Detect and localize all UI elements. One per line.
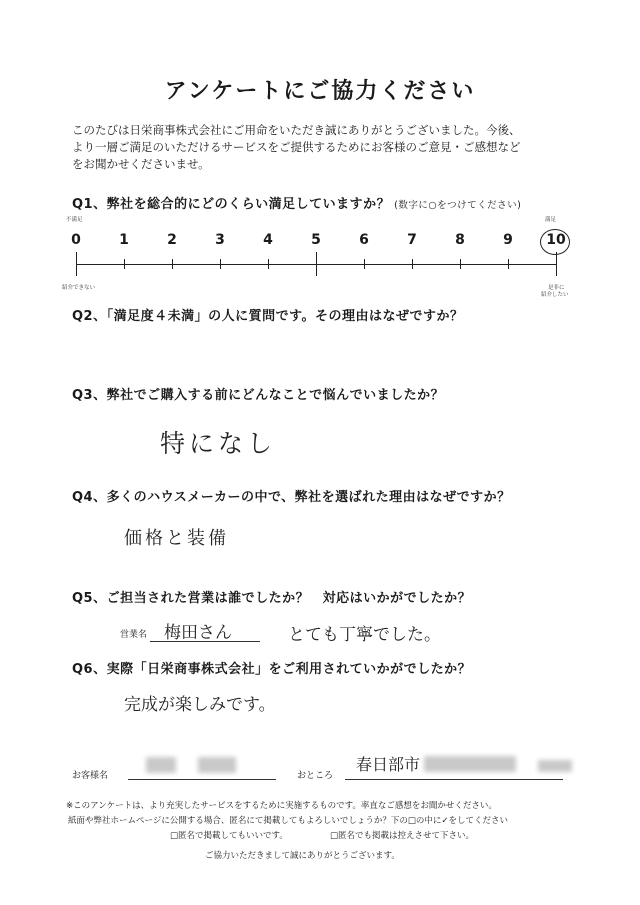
customer-name-underline xyxy=(128,779,276,780)
scale-number-9[interactable]: 9 xyxy=(503,232,513,248)
scale-tick-major xyxy=(76,252,77,276)
customer-name-redacted xyxy=(146,757,176,773)
scale-number-5[interactable]: 5 xyxy=(311,232,321,248)
address-handwritten[interactable]: 春日部市 xyxy=(356,755,421,774)
address-redacted xyxy=(424,756,516,772)
scale-tick xyxy=(220,259,221,269)
footer-note: ※このアンケートは、より充実したサービスをするために実施するものです。率直なご感想をお聞かせください。 xyxy=(66,801,497,811)
scale-number-3[interactable]: 3 xyxy=(215,232,225,248)
scale-number-10[interactable]: 10 xyxy=(546,232,566,248)
staff-name-label: 営業名 xyxy=(120,630,148,640)
answer-4-handwritten[interactable]: 価格と装備 xyxy=(124,528,229,549)
scale-tick xyxy=(508,259,509,269)
question-1-text: Q1、弊社を総合的にどのくらい満足していますか？ xyxy=(72,197,391,212)
customer-name-redacted xyxy=(198,757,236,773)
scale-tick xyxy=(172,259,173,269)
answer-5-handwritten[interactable]: とても丁寧でした。 xyxy=(288,625,441,645)
consent-option-decline[interactable]: □匿名でも掲載は控えさせて下さい。 xyxy=(330,831,475,841)
address-redacted xyxy=(538,760,572,772)
footer-consent-question: 紙面や弊社ホームページに公開する場合、匿名にて掲載してもよろしいでしょうか？下の□の中に✓をしてください xyxy=(68,816,508,826)
intro-text xyxy=(72,122,572,173)
intro-line: このたびは日栄商事株式会社にご用命をいただき誠にありがとうございました。今後、 xyxy=(72,123,521,137)
consent-option-anonymous-ok[interactable]: □匿名で掲載してもいいです。 xyxy=(170,831,288,841)
scale-right-bottom-label-1: 是非に xyxy=(548,285,565,291)
scale-right-bottom-label-2: 紹介したい xyxy=(541,292,569,298)
question-6: Q6、実際「日栄商事株式会社」をご利用されていかがでしたか？ xyxy=(72,662,472,677)
selected-score-circle xyxy=(540,229,570,255)
staff-name-underline xyxy=(150,641,260,642)
scale-tick xyxy=(412,259,413,269)
footer-thanks: ご協力いただきまして誠にありがとうございます。 xyxy=(205,851,400,861)
scale-tick-major xyxy=(556,252,557,276)
question-1-note: (数字に○をつけてください) xyxy=(394,200,522,211)
answer-3-handwritten[interactable]: 特になし xyxy=(160,429,277,458)
address-underline xyxy=(345,779,563,780)
answer-6-handwritten[interactable]: 完成が楽しみです。 xyxy=(124,695,276,715)
scale-tick xyxy=(364,259,365,269)
scale-number-7[interactable]: 7 xyxy=(407,232,417,248)
address-label: おところ xyxy=(297,771,334,781)
scale-tick xyxy=(124,259,125,269)
intro-line: より一層ご満足のいただけるサービスをご提供するためにお客様のご意見・ご感想など xyxy=(72,140,521,154)
question-2: Q2、「満足度４未満」の人に質問です。その理由はなぜですか？ xyxy=(72,309,464,324)
scale-number-0[interactable]: 0 xyxy=(71,232,81,248)
scale-tick xyxy=(460,259,461,269)
question-4: Q4、多くのハウスメーカーの中で、弊社を選ばれた理由はなぜですか？ xyxy=(72,490,511,505)
scale-number-2[interactable]: 2 xyxy=(167,232,177,248)
scale-number-4[interactable]: 4 xyxy=(263,232,273,248)
scale-tick-major xyxy=(316,252,317,276)
scale-number-6[interactable]: 6 xyxy=(359,232,369,248)
customer-name-label: お客様名 xyxy=(72,771,109,781)
intro-line: をお聞かせくださいませ。 xyxy=(72,157,210,171)
scale-left-bottom-label: 紹介できない xyxy=(62,285,96,291)
scale-left-top-label: 不満足 xyxy=(66,217,83,223)
question-1 xyxy=(72,193,521,212)
scale-tick xyxy=(268,259,269,269)
form-title: アンケートにご協力ください xyxy=(164,79,476,104)
scale-number-1[interactable]: 1 xyxy=(119,232,129,248)
question-5: Q5、ご担当された営業は誰でしたか？ 対応はいかがでしたか？ xyxy=(72,591,472,606)
staff-name-handwritten[interactable]: 梅田さん xyxy=(164,623,232,643)
scale-right-top-label: 満足 xyxy=(545,217,557,223)
question-3: Q3、弊社でご購入する前にどんなことで悩んでいましたか？ xyxy=(72,388,445,403)
scale-number-8[interactable]: 8 xyxy=(455,232,465,248)
